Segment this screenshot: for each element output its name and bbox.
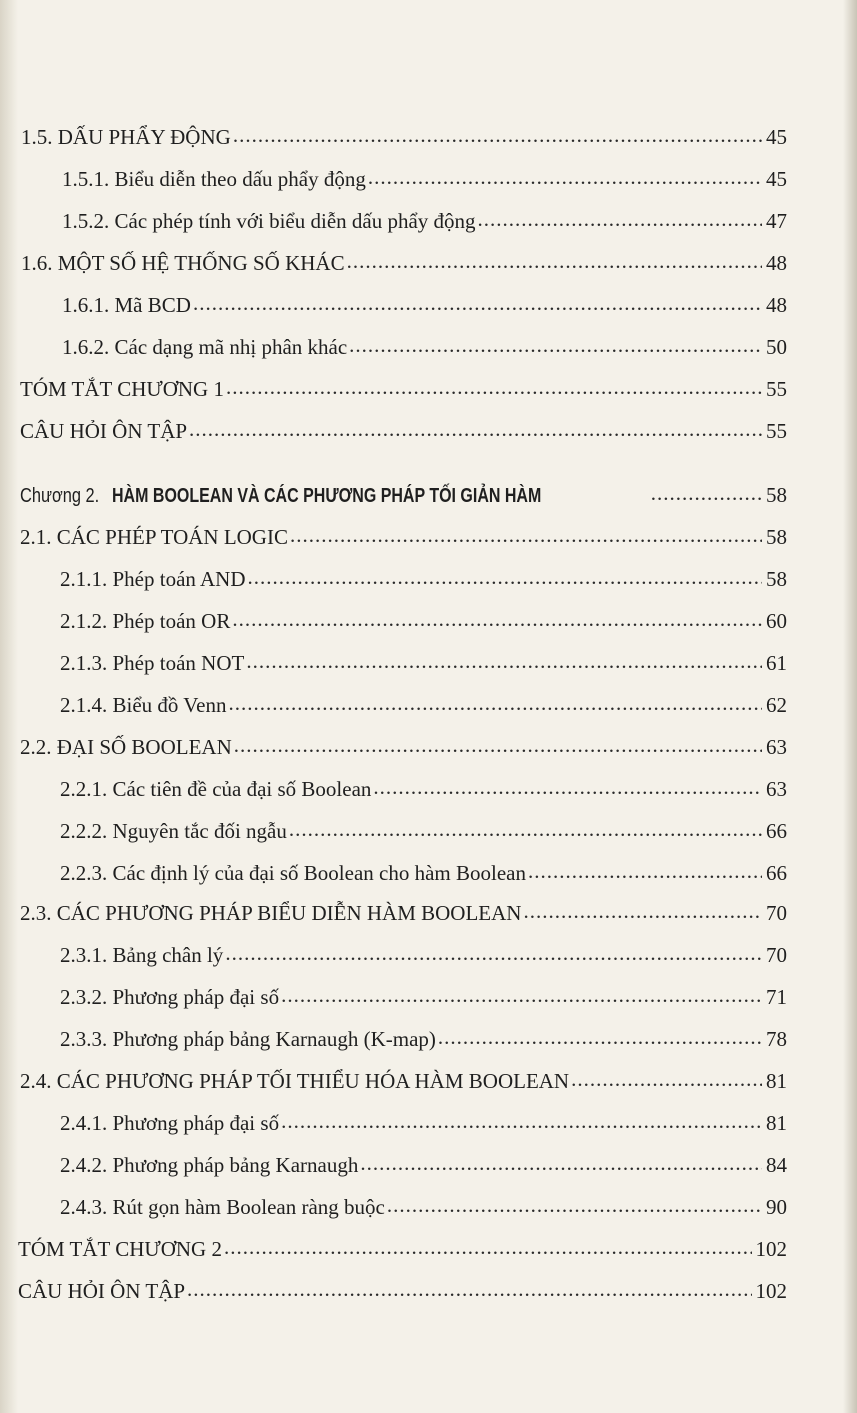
toc-entry-page: 48 — [766, 293, 787, 317]
toc-entry — [60, 648, 787, 678]
toc-entry-page: 58 — [766, 483, 787, 507]
toc-entry — [21, 248, 787, 278]
toc-entry-page: 47 — [766, 209, 787, 233]
toc-entry — [20, 374, 787, 404]
toc-leader-dots — [289, 814, 762, 844]
toc-entry-title: CÂU HỎI ÔN TẬP — [18, 1279, 186, 1303]
toc-leader-dots — [281, 980, 762, 1010]
toc-leader-dots — [281, 1106, 762, 1136]
toc-entry — [60, 816, 787, 846]
toc-leader-dots — [246, 646, 762, 676]
toc-leader-dots — [528, 856, 762, 886]
toc-entry-page: 102 — [755, 1237, 787, 1261]
toc-leader-dots — [478, 204, 762, 234]
toc-entry-page: 66 — [766, 819, 787, 843]
toc-entry-title: 2.3.3. Phương pháp bảng Karnaugh (K-map) — [60, 1027, 436, 1051]
toc-chapter-entry — [20, 480, 787, 510]
toc-entry-page: 61 — [766, 651, 787, 675]
toc-entry-title: 2.4.1. Phương pháp đại số — [60, 1111, 280, 1135]
toc-entry — [60, 606, 787, 636]
toc-entry — [18, 1234, 787, 1264]
toc-leader-dots — [438, 1022, 762, 1052]
toc-entry-page: 48 — [766, 251, 787, 275]
toc-entry-page: 90 — [766, 1195, 787, 1219]
toc-entry — [60, 940, 787, 970]
toc-entry-page: 102 — [755, 1279, 787, 1303]
toc-entry — [18, 1276, 787, 1306]
toc-entry-title: CÂU HỎI ÔN TẬP — [20, 419, 188, 443]
toc-entry — [60, 690, 787, 720]
toc-leader-dots — [228, 688, 762, 718]
toc-entry — [20, 522, 787, 552]
toc-entry — [60, 1108, 787, 1138]
toc-entry-title: 2.4. CÁC PHƯƠNG PHÁP TỐI THIỂU HÓA HÀM BOOLEAN — [20, 1069, 570, 1093]
toc-chapter-title — [20, 481, 651, 511]
toc-entry — [60, 982, 787, 1012]
page-edge-left — [0, 0, 18, 1413]
toc-entry-page: 63 — [766, 777, 787, 801]
toc-leader-dots — [225, 938, 762, 968]
toc-entry-page: 81 — [766, 1111, 787, 1135]
toc-leader-dots — [368, 162, 762, 192]
toc-leader-dots — [360, 1148, 762, 1178]
toc-entry-title: TÓM TẮT CHƯƠNG 2 — [18, 1237, 222, 1261]
toc-leader-dots — [224, 1232, 752, 1262]
toc-entry-page: 55 — [766, 419, 787, 443]
toc-entry — [20, 732, 787, 762]
toc-entry-title: 2.1.2. Phép toán OR — [60, 609, 231, 633]
toc-leader-dots — [248, 562, 763, 592]
toc-entry-title: 2.3.2. Phương pháp đại số — [60, 985, 280, 1009]
toc-entry — [62, 290, 787, 320]
toc-leader-dots — [571, 1064, 762, 1094]
toc-leader-dots — [349, 330, 762, 360]
toc-entry-title: 2.1.4. Biểu đồ Venn — [60, 693, 227, 717]
toc-entry-page: 66 — [766, 861, 787, 885]
toc-leader-dots — [651, 478, 762, 508]
toc-entry — [20, 416, 787, 446]
toc-entry — [20, 898, 787, 928]
toc-entry-page: 45 — [766, 167, 787, 191]
toc-entry — [60, 1150, 787, 1180]
toc-entry-page: 78 — [766, 1027, 787, 1051]
toc-entry-title: 2.2.2. Nguyên tắc đối ngẫu — [60, 819, 287, 843]
toc-entry-title: 1.6.1. Mã BCD — [62, 293, 191, 317]
toc-entry — [62, 332, 787, 362]
toc-entry-title: 1.5. DẤU PHẨY ĐỘNG — [21, 125, 231, 149]
toc-entry — [60, 564, 787, 594]
toc-leader-dots — [187, 1274, 751, 1304]
toc-leader-dots — [193, 288, 762, 318]
toc-entry-page: 81 — [766, 1069, 787, 1093]
toc-entry-title: 2.4.3. Rút gọn hàm Boolean ràng buộc — [60, 1195, 385, 1219]
toc-entry-page: 70 — [766, 901, 787, 925]
toc-entry-title: 2.4.2. Phương pháp bảng Karnaugh — [60, 1153, 359, 1177]
toc-entry — [60, 1024, 787, 1054]
toc-entry — [60, 774, 787, 804]
toc-entry-title: 2.2.3. Các định lý của đại số Boolean cho hàm Boolean — [60, 861, 526, 885]
toc-entry-page: 55 — [766, 377, 787, 401]
toc-leader-dots — [373, 772, 762, 802]
toc-entry-title: 1.5.2. Các phép tính với biểu diễn dấu phẩy động — [62, 209, 476, 233]
toc-entry-page: 50 — [766, 335, 787, 359]
toc-leader-dots — [189, 414, 762, 444]
page-edge-right — [843, 0, 857, 1413]
toc-entry-title: 2.3.1. Bảng chân lý — [60, 943, 224, 967]
toc-entry-page: 70 — [766, 943, 787, 967]
toc-leader-dots — [290, 520, 762, 550]
toc-entry — [60, 858, 787, 888]
toc-leader-dots — [523, 896, 762, 926]
toc-entry — [60, 1192, 787, 1222]
toc-entry-title: 1.6. MỘT SỐ HỆ THỐNG SỐ KHÁC — [21, 251, 345, 275]
toc-entry-page: 45 — [766, 125, 787, 149]
toc-leader-dots — [234, 730, 762, 760]
toc-entry-title: 2.2.1. Các tiên đề của đại số Boolean — [60, 777, 372, 801]
chapter-prefix: Chương 2. — [20, 485, 100, 507]
toc-entry-title: 2.1. CÁC PHÉP TOÁN LOGIC — [20, 525, 288, 549]
toc-entry — [62, 164, 787, 194]
toc-entry-page: 63 — [766, 735, 787, 759]
chapter-name: HÀM BOOLEAN VÀ CÁC PHƯƠNG PHÁP TỐI GIẢN HÀM — [112, 485, 542, 507]
toc-entry-page: 58 — [766, 525, 787, 549]
toc-leader-dots — [232, 604, 762, 634]
toc-entry — [21, 122, 787, 152]
toc-entry-title: 1.6.2. Các dạng mã nhị phân khác — [62, 335, 348, 359]
toc-entry-title: 2.2. ĐẠI SỐ BOOLEAN — [20, 735, 232, 759]
toc-leader-dots — [226, 372, 762, 402]
toc-leader-dots — [347, 246, 762, 276]
toc-entry-page: 62 — [766, 693, 787, 717]
toc-entry-title: 2.3. CÁC PHƯƠNG PHÁP BIỂU DIỄN HÀM BOOLEAN — [20, 901, 522, 925]
toc-entry-title: TÓM TẮT CHƯƠNG 1 — [20, 377, 224, 401]
toc-entry-title: 2.1.3. Phép toán NOT — [60, 651, 245, 675]
toc-leader-dots — [233, 120, 762, 150]
toc-entry-title: 1.5.1. Biểu diễn theo dấu phẩy động — [62, 167, 366, 191]
toc-entry-page: 84 — [766, 1153, 787, 1177]
toc-entry — [62, 206, 787, 236]
toc-leader-dots — [387, 1190, 762, 1220]
toc-entry — [20, 1066, 787, 1096]
toc-entry-page: 60 — [766, 609, 787, 633]
toc-entry-page: 58 — [766, 567, 787, 591]
toc-entry-page: 71 — [766, 985, 787, 1009]
toc-entry-title: 2.1.1. Phép toán AND — [60, 567, 246, 591]
